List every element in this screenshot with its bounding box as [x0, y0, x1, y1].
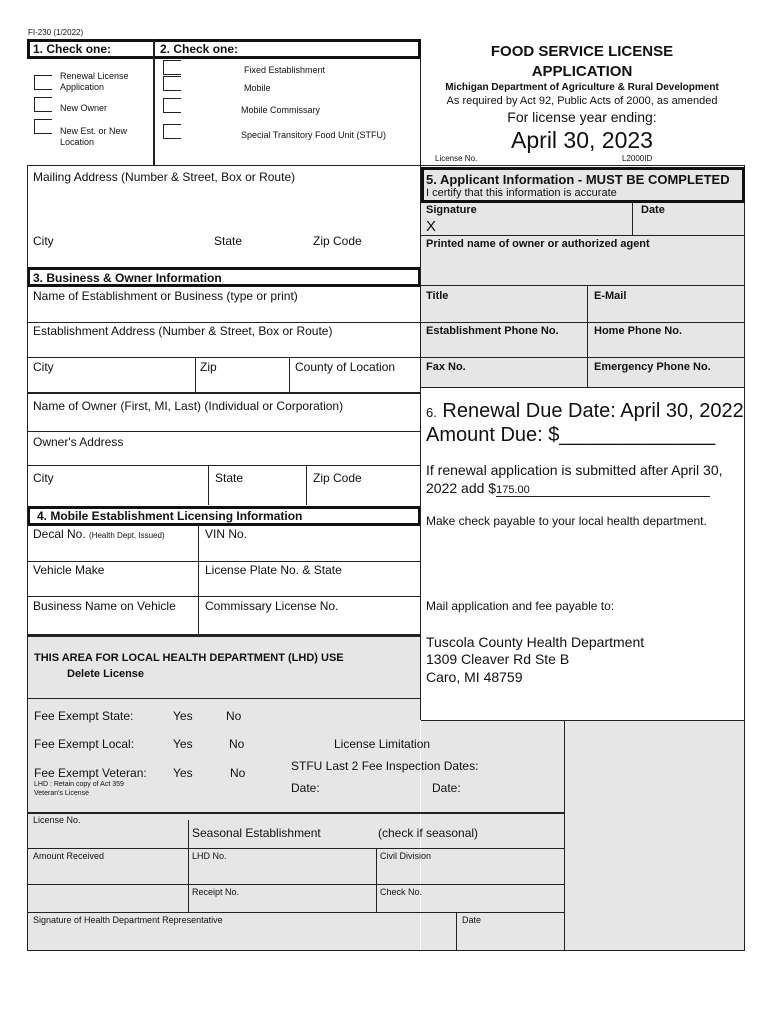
- commissary-license-label: Commissary License No.: [205, 599, 339, 613]
- fee-local-yes[interactable]: Yes: [173, 737, 193, 751]
- lhd-table-div-2: [376, 848, 377, 912]
- late-fee-prefix: 2022 add $: [426, 480, 497, 496]
- fee-exempt-state-label: Fee Exempt State:: [34, 709, 134, 723]
- s3-div-2: [289, 357, 290, 392]
- section-5-title-text: 5. Applicant Information - MUST BE COMPLETED: [426, 172, 730, 187]
- s3-line-4: [27, 431, 421, 432]
- new-establishment-checkbox[interactable]: [34, 119, 52, 134]
- fixed-establishment-label: Fixed Establishment: [244, 65, 326, 75]
- lhd-license-no-label: License No.: [33, 815, 81, 825]
- s4-line-1: [27, 561, 421, 562]
- civil-division-label: Civil Division: [380, 851, 432, 861]
- form-bottom-border: [27, 950, 745, 951]
- form-title-line1: FOOD SERVICE LICENSE: [490, 43, 674, 60]
- s5-sig-div: [632, 201, 633, 235]
- stfu-checkbox[interactable]: [163, 124, 181, 139]
- delete-license-label: Delete License: [67, 668, 145, 680]
- s4-div: [198, 524, 199, 634]
- mailing-zip-label: Zip Code: [313, 234, 362, 248]
- amount-received-label: Amount Received: [33, 851, 105, 861]
- lhd-line-1: [27, 698, 421, 699]
- s3-line-2: [27, 357, 421, 358]
- email-label: E-Mail: [594, 290, 627, 302]
- mailing-state-label: State: [214, 234, 243, 248]
- decal-note: (Health Dept. Issued): [89, 531, 165, 540]
- fixed-establishment-checkbox[interactable]: [163, 60, 181, 75]
- renewal-license-checkbox[interactable]: [34, 75, 52, 90]
- header-bottom-border: [421, 165, 745, 166]
- stfu-label: Special Transitory Food Unit (STFU): [241, 130, 387, 140]
- establishment-name-label: Name of Establishment or Business (type or print): [33, 289, 298, 303]
- home-phone-label: Home Phone No.: [594, 325, 683, 337]
- stfu-inspection-label: STFU Last 2 Fee Inspection Dates:: [291, 759, 479, 773]
- s3-line-5: [27, 465, 421, 466]
- mail-address-line3: Caro, MI 48759: [426, 669, 523, 685]
- fee-state-yes[interactable]: Yes: [173, 709, 193, 723]
- check-no-label: Check No.: [380, 887, 423, 897]
- owner-zip-label: Zip Code: [313, 471, 362, 485]
- s3-line-3: [27, 392, 421, 394]
- section-1-title: 1. Check one:: [33, 42, 112, 56]
- s5-bottom: [421, 387, 745, 388]
- section-2-title: 2. Check one:: [160, 42, 239, 56]
- act-reference: As required by Act 92, Public Acts of 2000, as amended: [446, 95, 718, 107]
- establishment-phone-label: Establishment Phone No.: [426, 325, 559, 337]
- late-fee-line2: [426, 481, 710, 497]
- signature-label: Signature: [426, 204, 477, 216]
- right-column-right-border: [744, 165, 745, 721]
- lhd-right-div: [564, 720, 565, 950]
- license-year-date: April 30, 2023: [511, 127, 653, 153]
- mobile-commissary-checkbox[interactable]: [163, 98, 181, 113]
- section-3-title: 3. Business & Owner Information: [33, 271, 222, 285]
- s5-line-4: [421, 357, 745, 358]
- fee-veteran-no[interactable]: No: [230, 766, 246, 780]
- section-1-2-divider: [153, 39, 155, 165]
- lhd-table-div-1: [188, 820, 189, 912]
- lhd-right-border: [744, 720, 745, 951]
- s4-line-2: [27, 596, 421, 597]
- printed-name-label: Printed name of owner or authorized agent: [426, 238, 650, 250]
- s5-line-3: [421, 322, 745, 323]
- owner-state-label: State: [215, 471, 244, 485]
- emergency-phone-label: Emergency Phone No.: [594, 361, 711, 373]
- form-title-line2: APPLICATION: [531, 63, 633, 80]
- renewal-due-line: [426, 401, 744, 421]
- mobile-commissary-label: Mobile Commissary: [241, 105, 321, 115]
- signature-date-label: Date: [641, 204, 665, 216]
- new-owner-label: New Owner: [60, 103, 108, 113]
- fee-local-no[interactable]: No: [229, 737, 245, 751]
- lhd-table-line-2: [27, 884, 565, 885]
- section-5-title: [426, 173, 730, 186]
- renewal-due-text: Renewal Due Date: April 30, 2022: [442, 400, 744, 422]
- check-if-seasonal-label: (check if seasonal): [378, 826, 479, 840]
- lhd-table-line-1: [27, 848, 565, 849]
- lhd-table-line-3: [27, 912, 565, 913]
- rep-signature-label: Signature of Health Department Representative: [33, 915, 223, 925]
- owner-city-label: City: [33, 471, 54, 485]
- certify-text: I certify that this information is accurate: [426, 187, 617, 199]
- fee-veteran-yes[interactable]: Yes: [173, 766, 193, 780]
- mobile-checkbox[interactable]: [163, 76, 181, 91]
- lhd-table-top: [27, 812, 565, 814]
- new-establishment-label: New Est. or New: [60, 126, 128, 136]
- s5-line-1: [421, 235, 745, 236]
- late-fee-line1: If renewal application is submitted after April 30,: [426, 462, 723, 478]
- establishment-address-label: Establishment Address (Number & Street, Box or Route): [33, 324, 333, 338]
- fee-exempt-veteran-label: Fee Exempt Veteran:: [34, 766, 147, 780]
- mobile-label: Mobile: [244, 83, 271, 93]
- amount-due: Amount Due: $______________: [426, 424, 716, 446]
- vehicle-make-label: Vehicle Make: [33, 563, 105, 577]
- rep-date-label: Date: [462, 915, 482, 925]
- mailing-address-label: Mailing Address (Number & Street, Box or Route): [33, 170, 296, 184]
- lhd-top-right-line: [421, 720, 745, 721]
- s5-line-2: [421, 285, 745, 286]
- business-vehicle-label: Business Name on Vehicle: [33, 599, 176, 613]
- decal-no-text: Decal No.: [33, 527, 86, 541]
- mail-to-label: Mail application and fee payable to:: [426, 599, 615, 613]
- license-plate-label: License Plate No. & State: [205, 563, 342, 577]
- vin-label: VIN No.: [205, 527, 248, 541]
- section-4-title: 4. Mobile Establishment Licensing Information: [37, 509, 303, 523]
- signature-x-mark[interactable]: X: [426, 218, 437, 235]
- fax-label: Fax No.: [426, 361, 466, 373]
- county-label: County of Location: [295, 360, 396, 374]
- license-no-label: License No.: [435, 154, 478, 163]
- agency-name: Michigan Department of Agriculture & Rural Development: [445, 82, 719, 93]
- establishment-zip-label: Zip: [200, 360, 217, 374]
- stfu-date-2-label: Date:: [432, 781, 461, 795]
- stfu-date-1-label: Date:: [291, 781, 320, 795]
- establishment-city-label: City: [33, 360, 54, 374]
- form-id: FI-230 (1/2022): [28, 28, 84, 37]
- lhd-title: THIS AREA FOR LOCAL HEALTH DEPARTMENT (LHD) USE: [34, 652, 344, 664]
- s3-div-4: [306, 465, 307, 505]
- seasonal-establishment-label: Seasonal Establishment: [192, 826, 321, 840]
- form-code: L2000ID: [622, 154, 653, 163]
- fee-state-no[interactable]: No: [226, 709, 242, 723]
- s3-div-1: [195, 357, 196, 392]
- section-6-num: 6.: [426, 405, 437, 420]
- late-fee-amount: 175.00: [496, 485, 710, 497]
- renewal-license-label: Renewal License: [60, 71, 129, 81]
- new-location-label: Location: [60, 137, 95, 147]
- mailing-city-label: City: [33, 234, 54, 248]
- lhd-no-label: LHD No.: [192, 851, 227, 861]
- mail-address-line1: Tuscola County Health Department: [426, 634, 645, 650]
- mail-address-line2: 1309 Cleaver Rd Ste B: [426, 651, 570, 667]
- new-owner-checkbox[interactable]: [34, 97, 52, 112]
- lhd-table-div-3: [456, 912, 457, 950]
- license-limitation-label: License Limitation: [334, 737, 431, 751]
- s3-line-1: [27, 322, 421, 323]
- owner-address-label: Owner's Address: [33, 435, 124, 449]
- check-payable-text: Make check payable to your local health department.: [426, 514, 707, 528]
- fee-exempt-local-label: Fee Exempt Local:: [34, 737, 135, 751]
- section-1-2-bottom-border: [27, 165, 421, 166]
- receipt-no-label: Receipt No.: [192, 887, 240, 897]
- title-label: Title: [426, 290, 449, 302]
- decal-label: [33, 528, 165, 540]
- renewal-application-label: Application: [60, 82, 105, 92]
- veteran-note-line1: LHD : Retain copy of Act 359: [34, 781, 124, 788]
- license-year-label: For license year ending:: [507, 109, 657, 125]
- owner-name-label: Name of Owner (First, MI, Last) (Individual or Corporation): [33, 399, 344, 413]
- veteran-note-line2: Veteran's License: [34, 790, 90, 797]
- s3-div-3: [208, 465, 209, 505]
- s5-div-2: [587, 285, 588, 387]
